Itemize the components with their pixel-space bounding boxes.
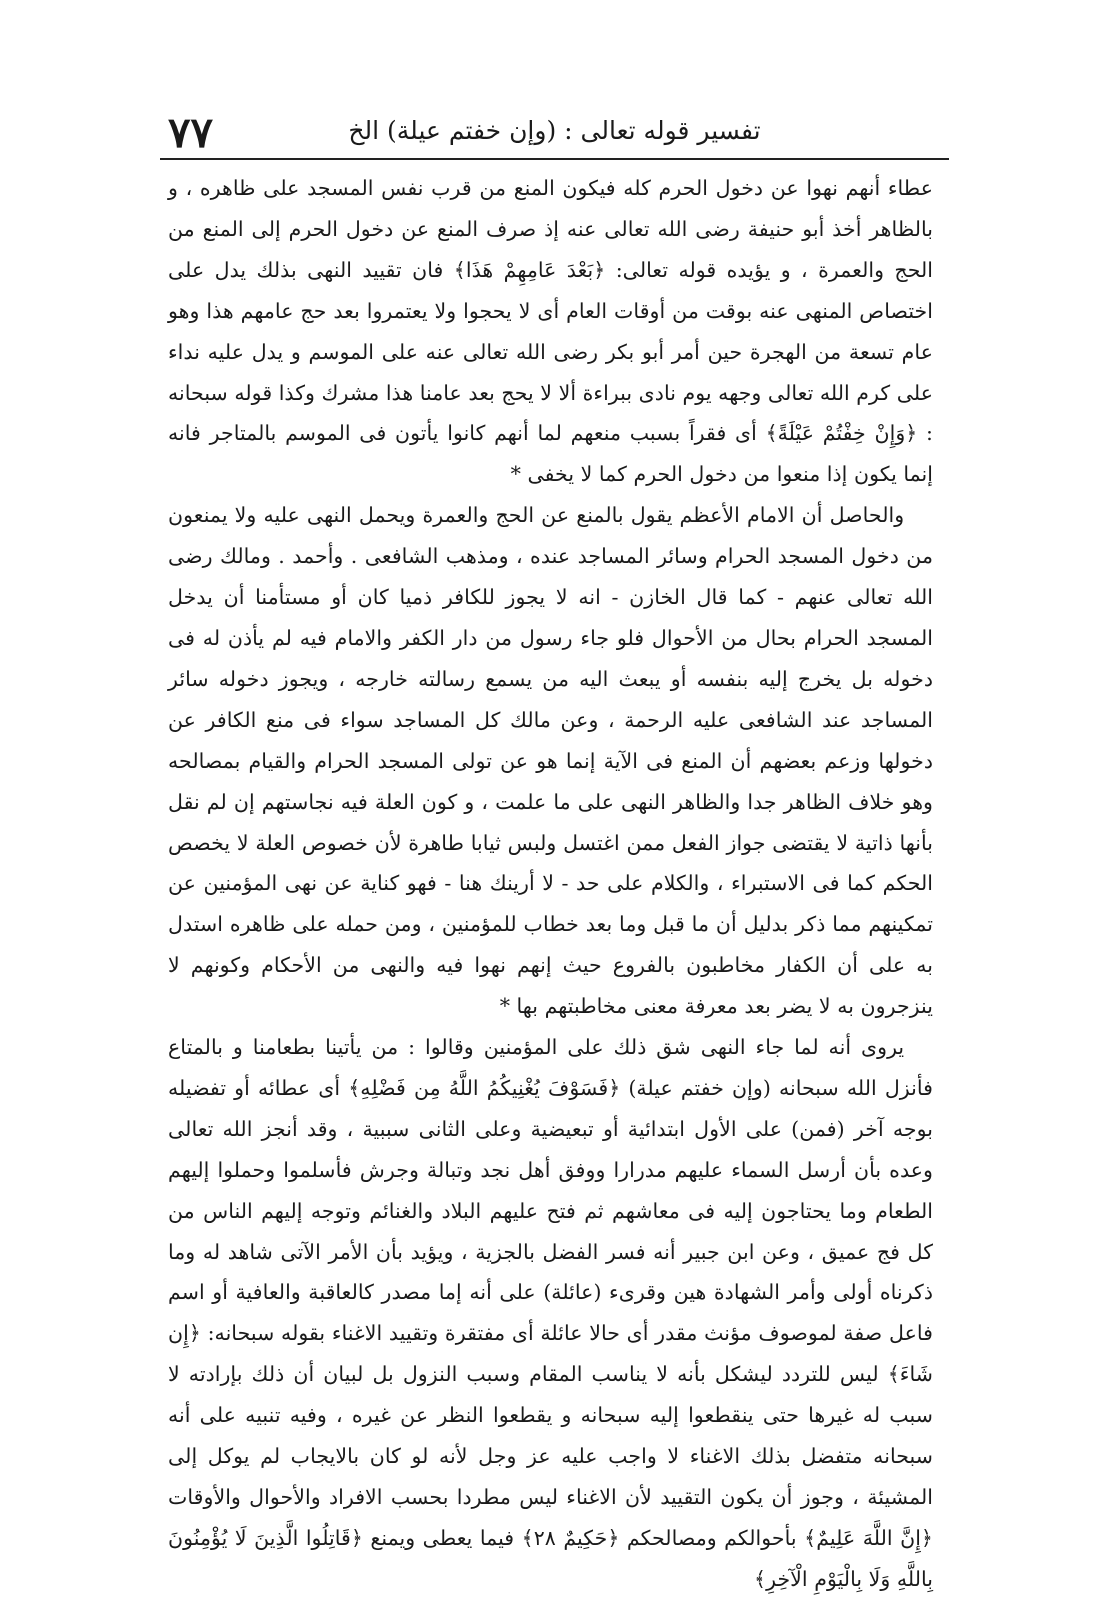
paragraph-1: عطاء أنهم نهوا عن دخول الحرم كله فيكون المنع من قرب نفس المسجد على ظاهره ، و بالظاهر أخذ أبو حنيفة رضى الله تعالى عنه إذ صرف المنع عن دخول الحرم إلى المنع من الحج والعمرة ، و يؤيده قوله تعالى: ﴿بَعْدَ عَامِهِمْ هَذَا﴾ فان تقييد النهى بذلك يدل على اختصاص المنهى عنه بوقت من أوقات العام أى لا يحجوا ولا يعتمروا بعد حج عامهم هذا وهو عام تسعة من الهجرة حين أمر أبو بكر رضى الله تعالى عنه على الموسم و يدل عليه نداء على كرم الله تعالى وجهه يوم نادى ببراءة ألا لا يحج بعد عامنا هذا مشرك وكذا قوله سبحانه : ﴿وَإِنْ خِفْتُمْ عَيْلَةً﴾ أى فقراً بسبب منعهم لما أنهم كانوا يأتون فى الموسم بالمتاجر فانه إنما يكون إذا منعوا من دخول الحرم كما لا يخفى * <box>168 176 933 487</box>
paragraph-3: يروى أنه لما جاء النهى شق ذلك على المؤمنين وقالوا : من يأتينا بطعامنا و بالمتاع فأنزل الله سبحانه (وإن خفتم عيلة) ﴿فَسَوْفَ يُغْنِيكُمُ اللَّهُ مِن فَضْلِهِ﴾ أى عطائه أو تفضيله بوجه آخر (فمن) على الأول ابتدائية أو تبعيضية وعلى الثانى سببية ، وقد أنجز الله تعالى وعده بأن أرسل السماء عليهم مدرارا ووفق أهل نجد وتبالة وجرش فأسلموا وحملوا إليهم الطعام وما يحتاجون إليه فى معاشهم ثم فتح عليهم البلاد والغنائم وتوجه إليهم الناس من كل فج عميق ، وعن ابن جبير أنه فسر الفضل بالجزية ، ويؤيد بأن الأمر الآتى شاهد له وما ذكرناه أولى وأمر الشهادة هين وقرىء (عائلة) على أنه إما مصدر كالعاقبة والعافية أو اسم فاعل صفة لموصوف مؤنث مقدر أى حالا عائلة أى مفتقرة وتقييد الاغناء بقوله سبحانه: ﴿إِن شَاءَ﴾ ليس للتردد ليشكل بأنه لا يناسب المقام وسبب النزول بل لبيان أن ذلك بإرادته لا سبب له غيرها حتى ينقطعوا إليه سبحانه و يقطعوا النظر عن غيره ، وفيه تنبيه على أنه سبحانه متفضل بذلك الاغناء لا واجب عليه عز وجل لأنه لو كان بالايجاب لم يوكل إلى المشيئة ، وجوز أن يكون التقييد لأن الاغناء ليس مطردا بحسب الافراد والأحوال والأوقات ﴿إِنَّ اللَّهَ عَلِيمٌ﴾ بأحوالكم ومصالحكم ﴿حَكِيمٌ ٢٨﴾ فيما يعطى ويمنع ﴿قَاتِلُوا الَّذِينَ لَا يُؤْمِنُونَ بِاللَّهِ وَلَا بِالْيَوْمِ الْآخِرِ﴾ <box>168 1035 933 1591</box>
main-text <box>168 168 933 1600</box>
paragraph-2: والحاصل أن الامام الأعظم يقول بالمنع عن الحج والعمرة ويحمل النهى عليه ولا يمنعون من دخول المسجد الحرام وسائر المساجد عنده ، ومذهب الشافعى . وأحمد . ومالك رضى الله تعالى عنهم - كما قال الخازن - انه لا يجوز للكافر ذميا كان أو مستأمنا أن يدخل المسجد الحرام بحال من الأحوال فلو جاء رسول من دار الكفر والامام فيه لم يأذن له فى دخوله بل يخرج إليه بنفسه أو يبعث اليه من يسمع رسالته خارجه ، ويجوز دخوله سائر المساجد عند الشافعى عليه الرحمة ، وعن مالك كل المساجد سواء فى منع الكافر عن دخولها وزعم بعضهم أن المنع فى الآية إنما هو عن تولى المسجد الحرام والقيام بمصالحه وهو خلاف الظاهر جدا والظاهر النهى على ما علمت ، و كون العلة فيه نجاستهم إن لم نقل بأنها ذاتية لا يقتضى جواز الفعل ممن اغتسل ولبس ثيابا طاهرة لأن خصوص العلة لا يخصص الحكم كما فى الاستبراء ، والكلام على حد - لا أرينك هنا - فهو كناية عن نهى المؤمنين عن تمكينهم مما ذكر بدليل أن ما قبل وما بعد خطاب للمؤمنين ، ومن حمله على ظاهره استدل به على أن الكفار مخاطبون بالفروع حيث إنهم نهوا فيه والنهى من الأحكام وكونهم لا ينزجرون به لا يضر بعد معرفة معنى مخاطبتهم بها * <box>168 503 933 1019</box>
running-title: تفسير قوله تعالى : (وإن خفتم عيلة) الخ <box>348 116 761 145</box>
page-header <box>160 108 949 160</box>
header-rule <box>160 158 949 160</box>
page-number: ٧٧ <box>168 108 214 157</box>
